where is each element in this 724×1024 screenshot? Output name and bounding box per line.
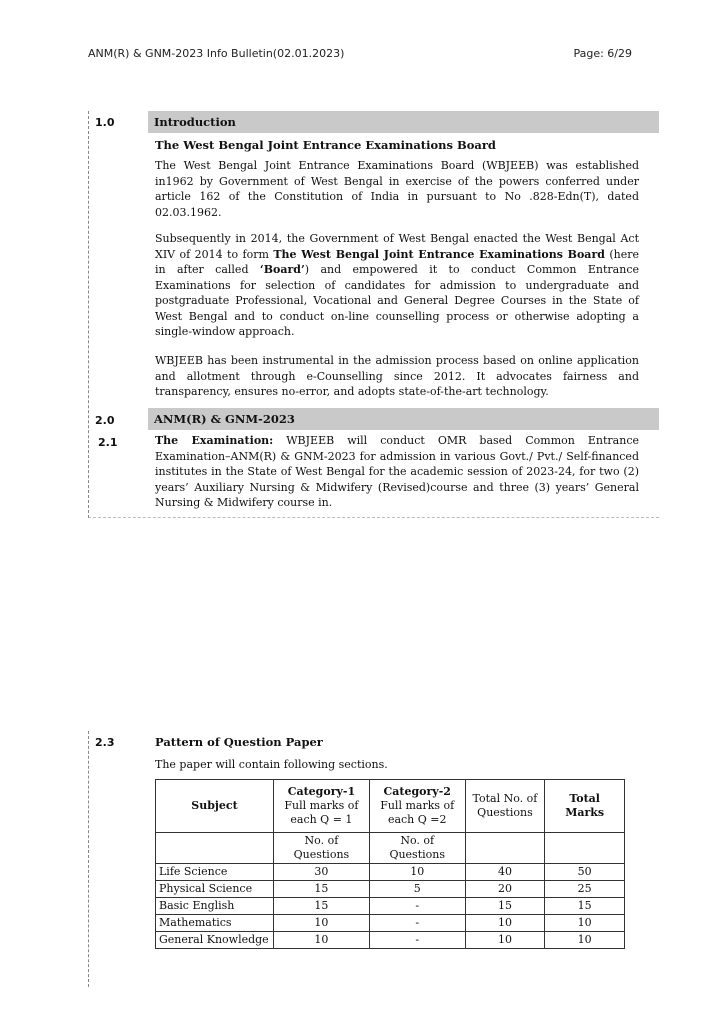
cell-total-marks: 10 [545,915,625,932]
header-category-1-sub: Full marks of each Q = 1 [284,799,359,826]
table-row [156,915,625,932]
subheader-empty [156,833,274,864]
section-number-2-0: 2.0 [95,414,115,427]
pattern-title: Pattern of Question Paper [155,735,323,749]
section-block-intro [88,111,659,518]
cell-total-questions: 20 [465,881,545,898]
examination-text: WBJEEB will conduct OMR based Common Entrance Examination–ANM(R) & GNM-2023 for admission in various Govt./ Pvt./ Self-financed institutes in the State of West Bengal for the academic session of 2023-24, for two (2) years’ Auxiliary Nursing & Midwifery (Revised)course and three (3) years’ General Nursing & Midwifery course in. [155,434,639,509]
header-category-2-sub: Full marks of each Q =2 [380,799,455,826]
header-category-1: Category-1 Full marks of each Q = 1 [274,780,370,833]
page-number: Page: 6/29 [573,47,632,60]
p2-text-c: (here in after called [155,247,640,276]
table-row [156,881,625,898]
table-row [156,898,625,915]
header-total-marks: Total Marks [545,780,625,833]
cell-subject: General Knowledge [156,932,274,949]
cell-cat1: 15 [274,898,370,915]
cell-total-questions: 10 [465,932,545,949]
section-block-pattern [88,731,659,987]
cell-total-marks: 25 [545,881,625,898]
subheader-cat2: No. of Questions [369,833,465,864]
p2-text-e: ) and empowered it to conduct Common Entrance Examinations for selection of candidates for admission to undergraduate and postgraduate Professional, Vocational and General Degree Courses in the State of West Bengal and to conduct on-line counselling process or otherwise adopting a single-window approach. [155,263,639,338]
cell-subject: Mathematics [156,915,274,932]
subheader-empty-3 [545,833,625,864]
p2-bold-board: ‘Board’ [259,263,305,276]
table-row [156,932,625,949]
cell-cat1: 30 [274,864,370,881]
examination-paragraph [155,433,639,511]
cell-subject: Physical Science [156,881,274,898]
cell-subject: Life Science [156,864,274,881]
table-subheader-row [156,833,625,864]
cell-cat2: - [369,932,465,949]
cell-total-questions: 40 [465,864,545,881]
cell-total-marks: 50 [545,864,625,881]
cell-cat2: 10 [369,864,465,881]
cell-subject: Basic English [156,898,274,915]
section-number-1-0: 1.0 [95,116,115,129]
cell-cat1: 15 [274,881,370,898]
header-subject: Subject [156,780,274,833]
header-title: ANM(R) & GNM-2023 Info Bulletin(02.01.2023) [88,47,345,60]
question-paper-table [155,779,625,949]
subsection-title: The West Bengal Joint Entrance Examinations Board [155,138,496,152]
subheader-empty-2 [465,833,545,864]
cell-cat1: 10 [274,932,370,949]
intro-paragraph-1: The West Bengal Joint Entrance Examinations Board (WBJEEB) was established in1962 by Government of West Bengal in exercise of the powers conferred under article 162 of the Constitution of India in pursuant to No .828-Edn(T), dated 02.03.1962. [155,159,639,219]
cell-cat1: 10 [274,915,370,932]
section-heading-introduction: Introduction [148,111,659,133]
examination-lead: The Examination: [155,434,274,447]
cell-total-marks: 10 [545,932,625,949]
intro-paragraph-2 [155,231,639,340]
intro-paragraph-3: WBJEEB has been instrumental in the admission process based on online application and allotment through e-Counselling since 2012. It advocates fairness and transparency, ensures no-error, and adopts state-of-the-art technology. [155,354,639,398]
header-total-questions: Total No. of Questions [465,780,545,833]
section-heading-anm-gnm: ANM(R) & GNM-2023 [148,408,659,430]
table-row [156,864,625,881]
cell-cat2: - [369,898,465,915]
cell-cat2: - [369,915,465,932]
table-header-row [156,780,625,833]
p2-bold-board-name: The West Bengal Joint Entrance Examinations Board [273,247,605,261]
cell-cat2: 5 [369,881,465,898]
cell-total-marks: 15 [545,898,625,915]
header-category-2: Category-2 Full marks of each Q =2 [369,780,465,833]
cell-total-questions: 15 [465,898,545,915]
section-number-2-3: 2.3 [95,736,115,749]
cell-total-questions: 10 [465,915,545,932]
pattern-intro: The paper will contain following sections. [155,758,388,771]
p2-text-a: Subsequently in 2014, the Government of West Bengal enacted the West Bengal Act XIV of 2014 to form [155,232,639,261]
section-number-2-1: 2.1 [98,436,118,449]
subheader-cat1: No. of Questions [274,833,370,864]
